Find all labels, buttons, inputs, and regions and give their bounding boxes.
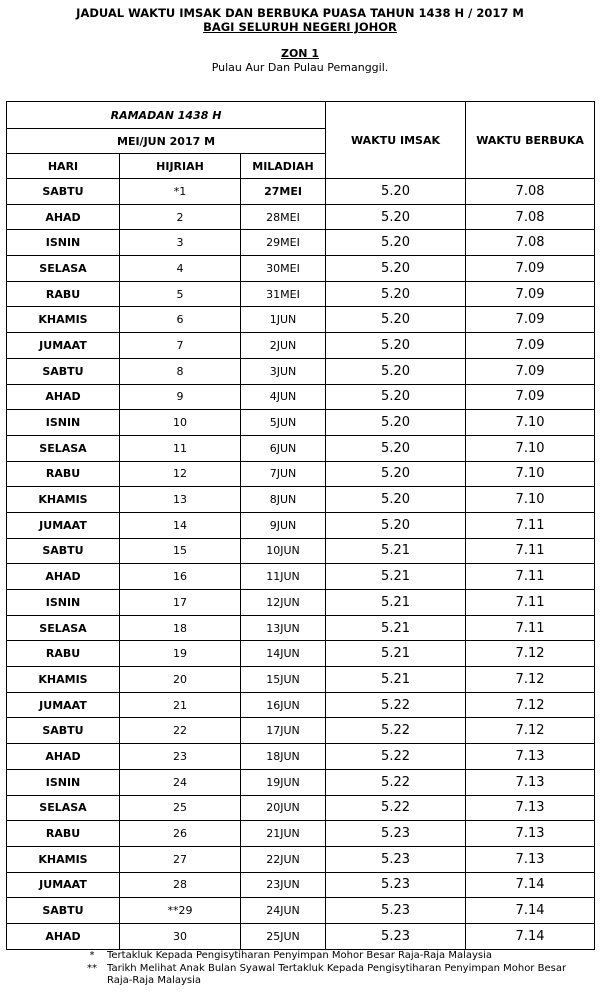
imsak-cell: 5.22	[326, 795, 466, 821]
footnote-text-cont: Raja-Raja Malaysia	[107, 975, 202, 986]
berbuka-cell: 7.12	[466, 667, 595, 693]
imsak-cell: 5.21	[326, 667, 466, 693]
table-row	[7, 718, 595, 744]
berbuka-cell: 7.09	[466, 384, 595, 410]
imsak-cell: 5.20	[326, 512, 466, 538]
hari-cell: ISNIN	[7, 590, 120, 616]
footnote-2	[0, 963, 600, 988]
imsak-cell: 5.20	[326, 487, 466, 513]
miladiah-cell: 16JUN	[241, 692, 326, 718]
miladiah-cell: 10JUN	[241, 538, 326, 564]
table-row	[7, 281, 595, 307]
imsak-cell: 5.20	[326, 384, 466, 410]
berbuka-cell: 7.12	[466, 692, 595, 718]
hari-cell: JUMAAT	[7, 512, 120, 538]
schedule-table	[6, 101, 595, 950]
imsak-cell: 5.20	[326, 307, 466, 333]
imsak-cell: 5.21	[326, 590, 466, 616]
hari-cell: JUMAAT	[7, 872, 120, 898]
imsak-cell: 5.22	[326, 769, 466, 795]
hari-cell: AHAD	[7, 923, 120, 949]
hijriah-cell: 27	[120, 846, 241, 872]
table-row	[7, 667, 595, 693]
hari-cell: AHAD	[7, 384, 120, 410]
berbuka-header: WAKTU BERBUKA	[466, 102, 595, 179]
hari-cell: SABTU	[7, 718, 120, 744]
berbuka-cell: 7.13	[466, 744, 595, 770]
berbuka-cell: 7.14	[466, 898, 595, 924]
hijriah-cell: 6	[120, 307, 241, 333]
hijriah-cell: 10	[120, 410, 241, 436]
hari-cell: SELASA	[7, 256, 120, 282]
miladiah-cell: 13JUN	[241, 615, 326, 641]
hijriah-header: HIJRIAH	[120, 154, 241, 179]
title-line-1: JADUAL WAKTU IMSAK DAN BERBUKA PUASA TAHUN 1438 H / 2017 M	[76, 6, 524, 20]
table-row	[7, 615, 595, 641]
berbuka-cell: 7.08	[466, 179, 595, 205]
hari-cell: KHAMIS	[7, 846, 120, 872]
footnote-text: Tarikh Melihat Anak Bulan Syawal Tertakluk Kepada Pengisytiharan Penyimpan Mohor Besar	[107, 962, 567, 974]
berbuka-cell: 7.09	[466, 281, 595, 307]
table-row	[7, 795, 595, 821]
hijriah-cell: 13	[120, 487, 241, 513]
ramadan-header: RAMADAN 1438 H	[7, 102, 326, 129]
zone-heading	[0, 47, 600, 75]
hari-cell: ISNIN	[7, 769, 120, 795]
table-row	[7, 487, 595, 513]
hari-cell: SELASA	[7, 795, 120, 821]
hijriah-cell: 9	[120, 384, 241, 410]
imsak-cell: 5.20	[326, 410, 466, 436]
imsak-cell: 5.21	[326, 538, 466, 564]
miladiah-cell: 18JUN	[241, 744, 326, 770]
miladiah-cell: 9JUN	[241, 512, 326, 538]
table-row	[7, 204, 595, 230]
imsak-cell: 5.22	[326, 744, 466, 770]
hijriah-cell: 18	[120, 615, 241, 641]
imsak-cell: 5.22	[326, 692, 466, 718]
miladiah-cell: 7JUN	[241, 461, 326, 487]
hijriah-cell: 30	[120, 923, 241, 949]
table-row	[7, 538, 595, 564]
table-row	[7, 821, 595, 847]
hari-cell: AHAD	[7, 564, 120, 590]
hijriah-cell: 20	[120, 667, 241, 693]
miladiah-cell: 24JUN	[241, 898, 326, 924]
document-title	[0, 6, 600, 34]
miladiah-cell: 28MEI	[241, 204, 326, 230]
berbuka-cell: 7.08	[466, 230, 595, 256]
miladiah-cell: 19JUN	[241, 769, 326, 795]
berbuka-cell: 7.09	[466, 256, 595, 282]
hijriah-cell: 12	[120, 461, 241, 487]
hari-cell: KHAMIS	[7, 307, 120, 333]
miladiah-cell: 14JUN	[241, 641, 326, 667]
hari-cell: KHAMIS	[7, 487, 120, 513]
table-row	[7, 512, 595, 538]
hari-cell: ISNIN	[7, 230, 120, 256]
table-row	[7, 461, 595, 487]
hijriah-cell: 19	[120, 641, 241, 667]
miladiah-cell: 27MEI	[241, 179, 326, 205]
miladiah-cell: 23JUN	[241, 872, 326, 898]
table-row	[7, 872, 595, 898]
hijriah-cell: 16	[120, 564, 241, 590]
miladiah-cell: 1JUN	[241, 307, 326, 333]
miladiah-cell: 25JUN	[241, 923, 326, 949]
hari-cell: SELASA	[7, 615, 120, 641]
berbuka-cell: 7.11	[466, 564, 595, 590]
hijriah-cell: 22	[120, 718, 241, 744]
hari-cell: SABTU	[7, 358, 120, 384]
hijriah-cell: 8	[120, 358, 241, 384]
table-row	[7, 358, 595, 384]
title-line-2: BAGI SELURUH NEGERI JOHOR	[203, 20, 397, 34]
berbuka-cell: 7.11	[466, 512, 595, 538]
imsak-cell: 5.20	[326, 230, 466, 256]
berbuka-cell: 7.13	[466, 769, 595, 795]
hijriah-cell: 5	[120, 281, 241, 307]
imsak-cell: 5.20	[326, 358, 466, 384]
miladiah-header: MILADIAH	[241, 154, 326, 179]
hijriah-cell: 25	[120, 795, 241, 821]
miladiah-cell: 31MEI	[241, 281, 326, 307]
hari-cell: AHAD	[7, 744, 120, 770]
berbuka-cell: 7.10	[466, 435, 595, 461]
hijriah-cell: 17	[120, 590, 241, 616]
month-header: MEI/JUN 2017 M	[7, 129, 326, 154]
footnote-text: Tertakluk Kepada Pengisytiharan Penyimpan Mohor Besar Raja-Raja Malaysia	[107, 950, 493, 961]
hari-cell: ISNIN	[7, 410, 120, 436]
berbuka-cell: 7.12	[466, 641, 595, 667]
imsak-cell: 5.20	[326, 281, 466, 307]
berbuka-cell: 7.12	[466, 718, 595, 744]
imsak-cell: 5.20	[326, 461, 466, 487]
berbuka-cell: 7.10	[466, 487, 595, 513]
hijriah-cell: 4	[120, 256, 241, 282]
imsak-header: WAKTU IMSAK	[326, 102, 466, 179]
imsak-cell: 5.21	[326, 564, 466, 590]
hijriah-cell: 14	[120, 512, 241, 538]
hari-cell: SELASA	[7, 435, 120, 461]
imsak-cell: 5.21	[326, 641, 466, 667]
berbuka-cell: 7.13	[466, 846, 595, 872]
table-row	[7, 307, 595, 333]
hijriah-cell: 23	[120, 744, 241, 770]
footnote-1	[0, 950, 600, 963]
hijriah-cell: 26	[120, 821, 241, 847]
hijriah-cell: *1	[120, 179, 241, 205]
table-row	[7, 179, 595, 205]
hijriah-cell: 15	[120, 538, 241, 564]
miladiah-cell: 21JUN	[241, 821, 326, 847]
berbuka-cell: 7.09	[466, 333, 595, 359]
hijriah-cell: 21	[120, 692, 241, 718]
table-row	[7, 230, 595, 256]
table-row	[7, 333, 595, 359]
table-row	[7, 692, 595, 718]
imsak-cell: 5.20	[326, 179, 466, 205]
miladiah-cell: 20JUN	[241, 795, 326, 821]
hari-cell: RABU	[7, 821, 120, 847]
table-row	[7, 384, 595, 410]
hari-cell: RABU	[7, 461, 120, 487]
miladiah-cell: 12JUN	[241, 590, 326, 616]
hari-cell: SABTU	[7, 538, 120, 564]
table-row	[7, 923, 595, 949]
table-row	[7, 590, 595, 616]
imsak-cell: 5.23	[326, 872, 466, 898]
berbuka-cell: 7.10	[466, 410, 595, 436]
berbuka-cell: 7.09	[466, 307, 595, 333]
zone-label: ZON 1	[280, 47, 320, 60]
table-row	[7, 744, 595, 770]
zone-place: Pulau Aur Dan Pulau Pemanggil.	[211, 61, 389, 74]
hijriah-cell: 2	[120, 204, 241, 230]
miladiah-cell: 8JUN	[241, 487, 326, 513]
table-row	[7, 435, 595, 461]
hijriah-cell: 3	[120, 230, 241, 256]
imsak-cell: 5.23	[326, 846, 466, 872]
berbuka-cell: 7.11	[466, 590, 595, 616]
berbuka-cell: 7.13	[466, 821, 595, 847]
miladiah-cell: 6JUN	[241, 435, 326, 461]
berbuka-cell: 7.08	[466, 204, 595, 230]
table-row	[7, 641, 595, 667]
table-row	[7, 769, 595, 795]
hijriah-cell: 11	[120, 435, 241, 461]
miladiah-cell: 22JUN	[241, 846, 326, 872]
hari-cell: RABU	[7, 641, 120, 667]
berbuka-cell: 7.13	[466, 795, 595, 821]
imsak-cell: 5.20	[326, 256, 466, 282]
miladiah-cell: 3JUN	[241, 358, 326, 384]
miladiah-cell: 30MEI	[241, 256, 326, 282]
miladiah-cell: 29MEI	[241, 230, 326, 256]
hari-cell: SABTU	[7, 898, 120, 924]
imsak-cell: 5.20	[326, 204, 466, 230]
miladiah-cell: 17JUN	[241, 718, 326, 744]
hijriah-cell: 7	[120, 333, 241, 359]
berbuka-cell: 7.14	[466, 923, 595, 949]
hari-cell: JUMAAT	[7, 333, 120, 359]
imsak-cell: 5.23	[326, 898, 466, 924]
miladiah-cell: 11JUN	[241, 564, 326, 590]
footnotes	[0, 950, 600, 988]
imsak-cell: 5.23	[326, 821, 466, 847]
berbuka-cell: 7.10	[466, 461, 595, 487]
table-row	[7, 846, 595, 872]
hari-cell: RABU	[7, 281, 120, 307]
table-row	[7, 898, 595, 924]
hari-cell: SABTU	[7, 179, 120, 205]
berbuka-cell: 7.14	[466, 872, 595, 898]
miladiah-cell: 5JUN	[241, 410, 326, 436]
footnote-mark: *	[89, 950, 95, 961]
miladiah-cell: 2JUN	[241, 333, 326, 359]
hari-cell: AHAD	[7, 204, 120, 230]
hari-cell: KHAMIS	[7, 667, 120, 693]
schedule-rows	[7, 179, 595, 950]
imsak-cell: 5.20	[326, 333, 466, 359]
imsak-cell: 5.23	[326, 923, 466, 949]
hari-header: HARI	[7, 154, 120, 179]
table-row	[7, 564, 595, 590]
hari-cell: JUMAAT	[7, 692, 120, 718]
table-row	[7, 410, 595, 436]
hijriah-cell: 24	[120, 769, 241, 795]
footnote-mark: **	[87, 962, 97, 974]
berbuka-cell: 7.09	[466, 358, 595, 384]
miladiah-cell: 15JUN	[241, 667, 326, 693]
berbuka-cell: 7.11	[466, 615, 595, 641]
imsak-cell: 5.22	[326, 718, 466, 744]
miladiah-cell: 4JUN	[241, 384, 326, 410]
table-row	[7, 256, 595, 282]
imsak-cell: 5.21	[326, 615, 466, 641]
berbuka-cell: 7.11	[466, 538, 595, 564]
imsak-cell: 5.20	[326, 435, 466, 461]
hijriah-cell: **29	[120, 898, 241, 924]
hijriah-cell: 28	[120, 872, 241, 898]
